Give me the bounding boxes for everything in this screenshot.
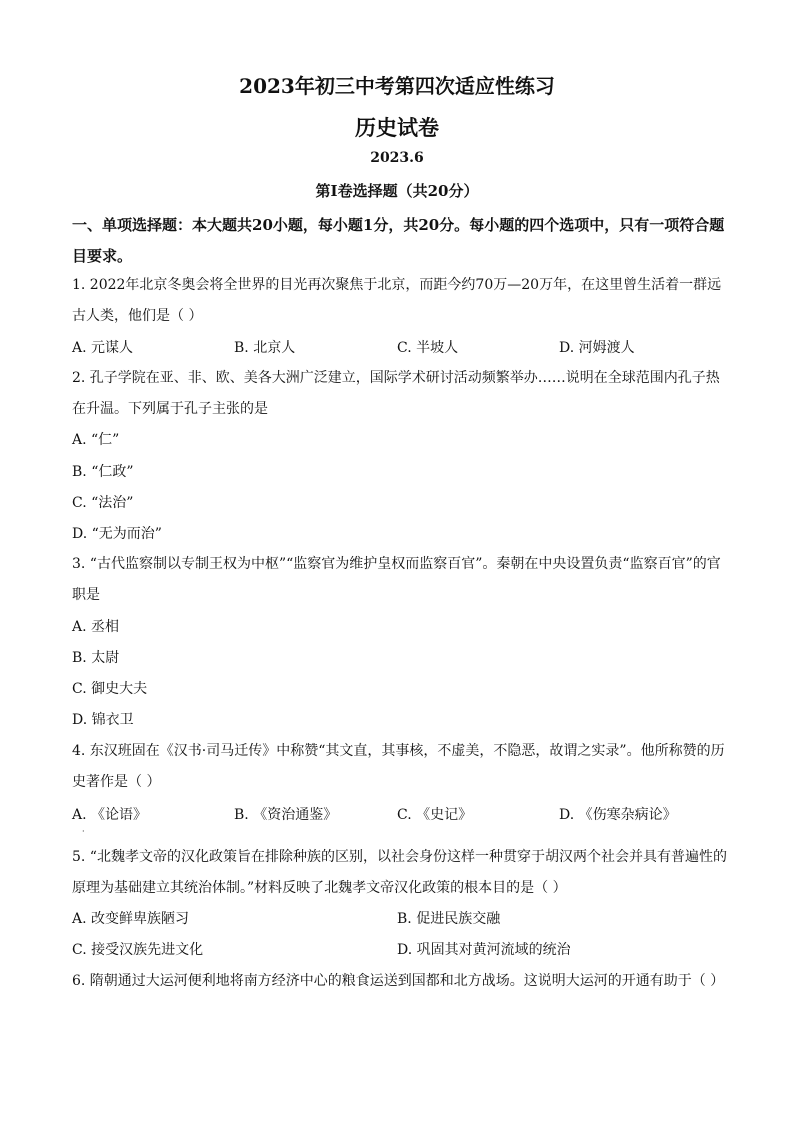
question-2-option-d: D. “无为而治” — [72, 526, 162, 542]
question-1-stem: 1. 2022年北京冬奥会将全世界的目光再次聚焦于北京，而距今约70万—20万年，在这里曾生活着一群远古人类，他们是（ ） — [72, 277, 722, 324]
subject-title: 历史试卷 — [355, 115, 439, 140]
question-2-option-a: A. “仁” — [72, 432, 120, 448]
question-4-option-a: A. 《论语》 — [72, 807, 148, 823]
stray-dot-mark: · — [82, 827, 85, 836]
exam-title: 2023年初三中考第四次适应性练习 — [239, 74, 555, 98]
question-3-option-d: D. 锦衣卫 — [72, 712, 134, 728]
question-5-stem: 5. “北魏孝文帝的汉化政策旨在排除种族的区别，以社会身份这样一种贯穿于胡汉两个社会并具有普遍性的原理为基础建立其统治体制。”材料反映了北魏孝文帝汉化政策的根本目的是（ ） — [72, 849, 727, 896]
section-instructions: 一、单项选择题：本大题共20小题，每小题1分，共20分。每小题的四个选项中，只有一项符合题目要求。 — [72, 216, 725, 265]
question-1-option-b: B. 北京人 — [234, 340, 296, 356]
question-1-option-d: D. 河姆渡人 — [559, 340, 635, 356]
question-3-option-b: B. 太尉 — [72, 650, 120, 666]
question-4-option-b: B. 《资治通鉴》 — [234, 807, 338, 823]
question-1-option-c: C. 半坡人 — [397, 340, 459, 356]
exam-date: 2023.6 — [370, 150, 424, 166]
question-5-option-b: B. 促进民族交融 — [397, 911, 501, 927]
question-2-option-b: B. “仁政” — [72, 464, 134, 480]
question-1-option-a: A. 元谋人 — [72, 340, 134, 356]
question-4-stem: 4. 东汉班固在《汉书·司马迁传》中称赞“其文直，其事核，不虚美，不隐恶，故谓之实录”。他所称赞的历史著作是（ ） — [72, 743, 725, 790]
question-4-option-d: D. 《伤寒杂病论》 — [559, 807, 677, 823]
question-2-option-c: C. “法治” — [72, 495, 134, 511]
question-3-option-c: C. 御史大夫 — [72, 681, 148, 697]
question-4-option-c: C. 《史记》 — [397, 807, 473, 823]
question-5-option-a: A. 改变鲜卑族陋习 — [72, 911, 190, 927]
question-5-option-d: D. 巩固其对黄河流域的统治 — [397, 942, 571, 958]
part-heading: 第Ⅰ卷选择题（共20分） — [315, 182, 479, 200]
question-3-option-a: A. 丞相 — [72, 619, 120, 635]
question-2-stem: 2. 孔子学院在亚、非、欧、美各大洲广泛建立，国际学术研讨活动频繁举办……说明在全球范围内孔子热在升温。下列属于孔子主张的是 — [72, 370, 720, 417]
question-3-stem: 3. “古代监察制以专制王权为中枢”“监察官为维护皇权而监察百官”。秦朝在中央设置负责“监察百官”的官职是 — [72, 556, 721, 603]
question-5-option-c: C. 接受汉族先进文化 — [72, 942, 204, 958]
question-6-stem: 6. 隋朝通过大运河便利地将南方经济中心的粮食运送到国都和北方战场。这说明大运河的开通有助于（ ） — [72, 973, 725, 989]
